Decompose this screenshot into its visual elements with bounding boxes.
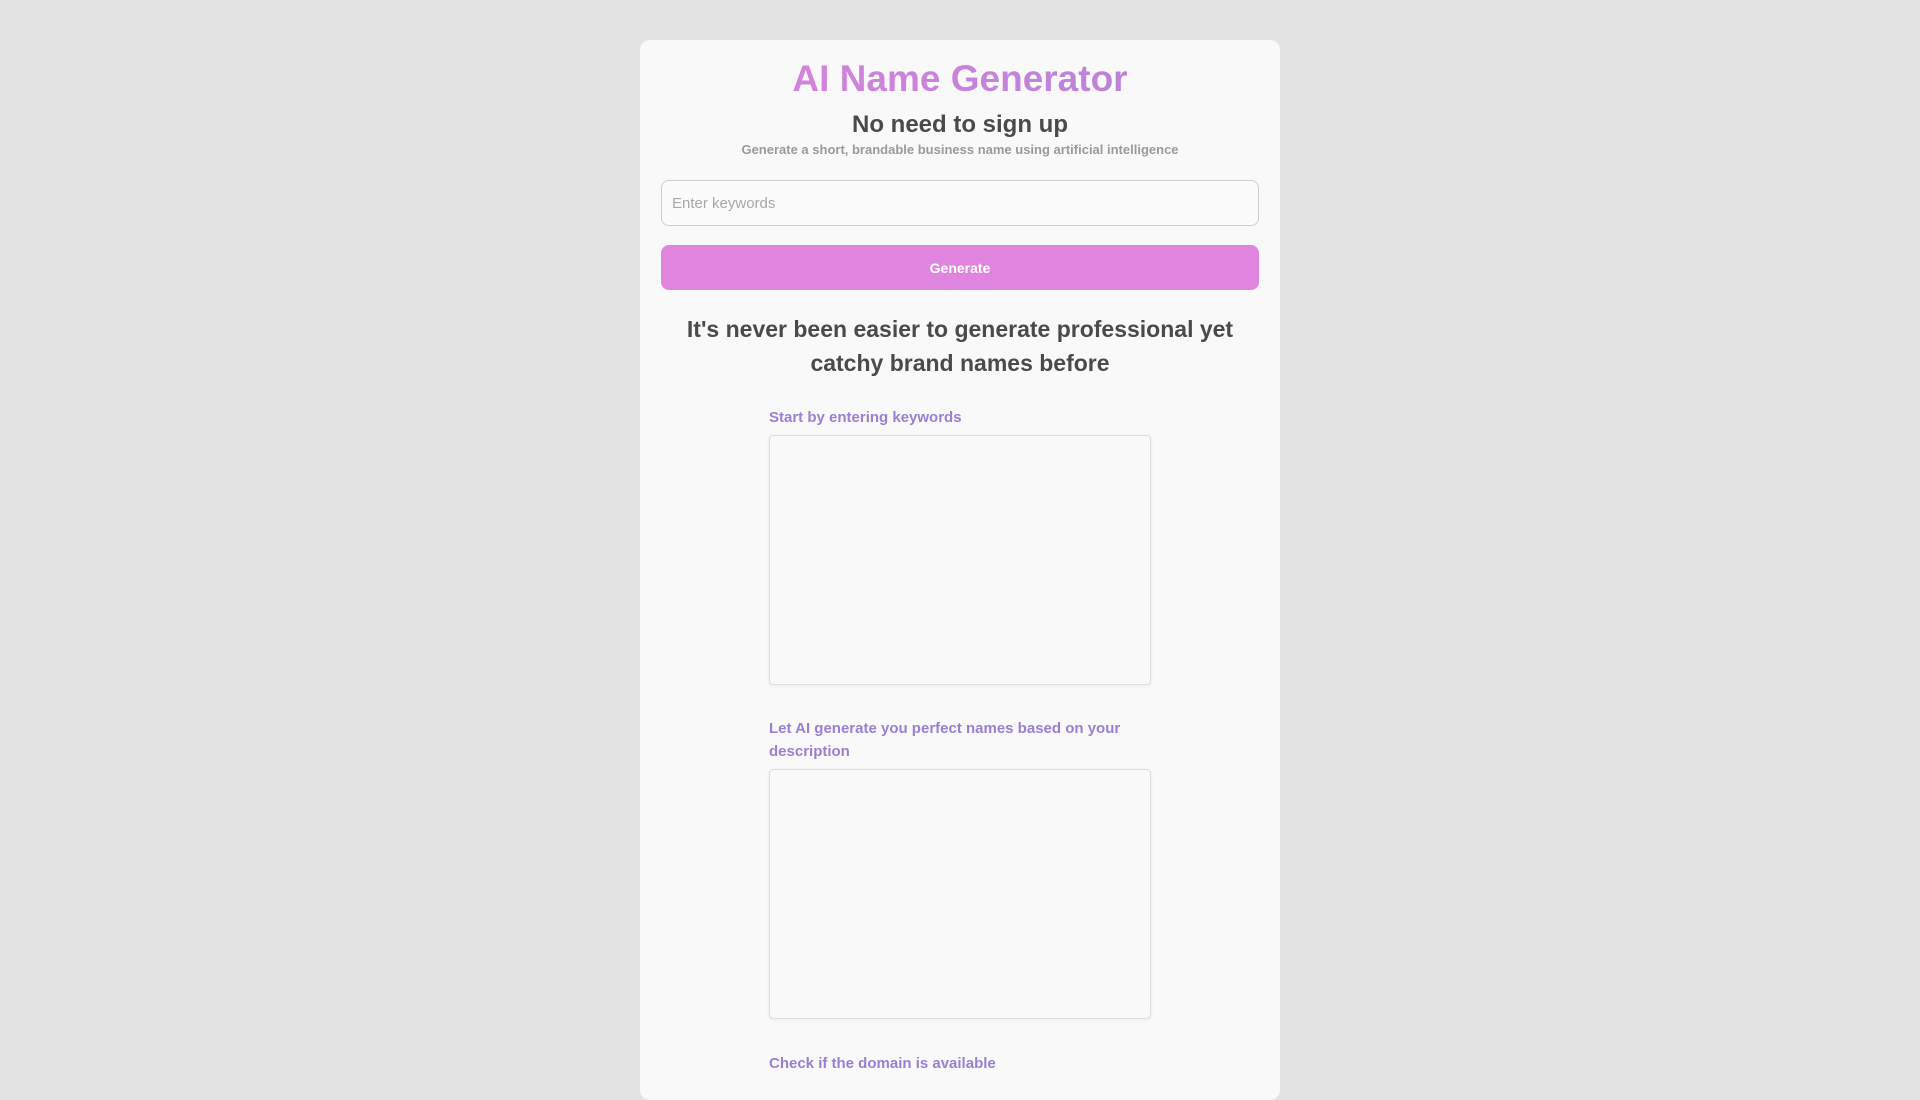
generator-card <box>640 40 1280 1100</box>
step-label: Start by entering keywords <box>769 409 962 426</box>
step-illustration <box>769 435 1151 685</box>
step-ai-generate <box>769 717 1151 1019</box>
subtitle: No need to sign up <box>852 111 1068 138</box>
keywords-input[interactable] <box>661 180 1259 226</box>
tagline: Generate a short, brandable business name using artificial intelligence <box>741 142 1179 157</box>
promo-headline: It's never been easier to generate professional yet catchy brand names before <box>686 316 1234 376</box>
step-enter-keywords <box>769 406 1151 685</box>
generate-button[interactable]: Generate <box>661 245 1259 290</box>
step-label: Check if the domain is available <box>769 1055 996 1072</box>
step-label: Let AI generate you perfect names based on your description <box>769 720 1121 760</box>
app-title: AI Name Generator <box>640 56 1280 102</box>
step-check-domain <box>769 1052 1151 1075</box>
step-illustration <box>769 769 1151 1019</box>
